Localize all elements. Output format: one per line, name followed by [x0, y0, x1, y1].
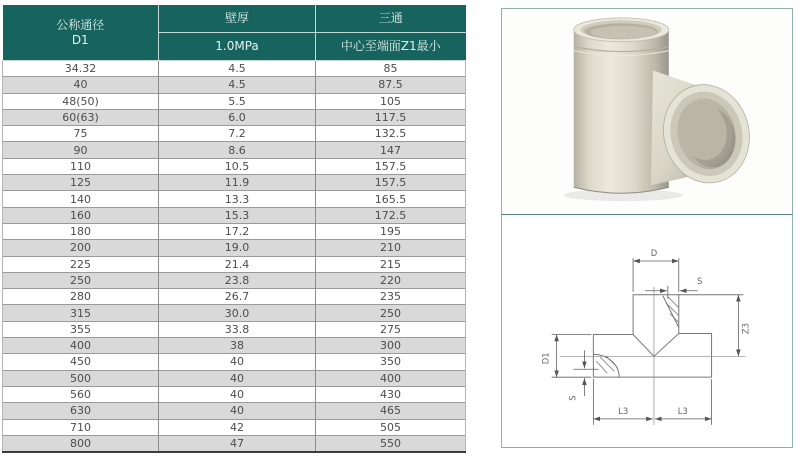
- cell-z1-min: 195: [316, 223, 466, 239]
- cell-d1: 250: [3, 272, 159, 288]
- cell-z1-min: 105: [316, 93, 466, 109]
- cell-z1-min: 465: [316, 403, 466, 419]
- cell-d1: 125: [3, 175, 159, 191]
- cell-wall-thickness: 47: [159, 435, 316, 451]
- header-center-to-end-z1: 中心至端面Z1最小: [316, 33, 466, 61]
- cell-z1-min: 505: [316, 419, 466, 435]
- table-row: [3, 305, 466, 321]
- cell-z1-min: 235: [316, 289, 466, 305]
- dimension-diagram-panel: [501, 215, 793, 448]
- cell-wall-thickness: 4.5: [159, 61, 316, 77]
- table-row: [3, 191, 466, 207]
- cell-d1: 400: [3, 338, 159, 354]
- cell-wall-thickness: 40: [159, 386, 316, 402]
- cell-d1: 450: [3, 354, 159, 370]
- table-row: [3, 386, 466, 402]
- cell-z1-min: 210: [316, 240, 466, 256]
- dim-label-s-left: S: [567, 395, 578, 401]
- cell-z1-min: 350: [316, 354, 466, 370]
- cell-wall-thickness: 8.6: [159, 142, 316, 158]
- cell-d1: 355: [3, 321, 159, 337]
- cell-wall-thickness: 42: [159, 419, 316, 435]
- cell-z1-min: 430: [316, 386, 466, 402]
- header-nominal-diameter-title: 公称通径: [56, 17, 105, 32]
- cell-d1: 225: [3, 256, 159, 272]
- table-row: [3, 223, 466, 239]
- cell-z1-min: 117.5: [316, 109, 466, 125]
- tee-dimension-drawing: [502, 215, 792, 447]
- cell-z1-min: 132.5: [316, 126, 466, 142]
- cell-z1-min: 250: [316, 305, 466, 321]
- header-wall-thickness: 壁厚: [159, 5, 316, 33]
- tee-fitting-photo: [502, 9, 792, 214]
- header-pressure-rating: 1.0MPa: [159, 33, 316, 61]
- product-photo-panel: [501, 8, 793, 215]
- cell-z1-min: 220: [316, 272, 466, 288]
- table-row: [3, 77, 466, 93]
- cell-d1: 75: [3, 126, 159, 142]
- cell-d1: 710: [3, 419, 159, 435]
- table-row: [3, 338, 466, 354]
- cell-d1: 500: [3, 370, 159, 386]
- cell-d1: 40: [3, 77, 159, 93]
- cell-wall-thickness: 15.3: [159, 207, 316, 223]
- cell-wall-thickness: 11.9: [159, 175, 316, 191]
- dim-label-s-top: S: [696, 275, 703, 286]
- cell-wall-thickness: 13.3: [159, 191, 316, 207]
- cell-wall-thickness: 17.2: [159, 223, 316, 239]
- cell-d1: 630: [3, 403, 159, 419]
- cell-wall-thickness: 23.8: [159, 272, 316, 288]
- cell-d1: 160: [3, 207, 159, 223]
- spec-table: [2, 4, 466, 453]
- cell-wall-thickness: 26.7: [159, 289, 316, 305]
- dim-label-d: D: [650, 248, 658, 259]
- cell-wall-thickness: 4.5: [159, 77, 316, 93]
- cell-wall-thickness: 21.4: [159, 256, 316, 272]
- dim-label-l3-right: L3: [677, 405, 688, 416]
- cell-z1-min: 87.5: [316, 77, 466, 93]
- cell-wall-thickness: 19.0: [159, 240, 316, 256]
- cell-z1-min: 275: [316, 321, 466, 337]
- dim-label-d1: D1: [540, 352, 551, 365]
- cell-wall-thickness: 6.0: [159, 109, 316, 125]
- cell-wall-thickness: 33.8: [159, 321, 316, 337]
- table-row: [3, 142, 466, 158]
- table-row: [3, 61, 466, 77]
- cell-d1: 315: [3, 305, 159, 321]
- cell-wall-thickness: 40: [159, 354, 316, 370]
- cell-z1-min: 400: [316, 370, 466, 386]
- cell-z1-min: 172.5: [316, 207, 466, 223]
- cell-wall-thickness: 5.5: [159, 93, 316, 109]
- cell-wall-thickness: 10.5: [159, 158, 316, 174]
- table-row: [3, 240, 466, 256]
- cell-wall-thickness: 40: [159, 403, 316, 419]
- cell-d1: 280: [3, 289, 159, 305]
- cell-wall-thickness: 40: [159, 370, 316, 386]
- cell-d1: 140: [3, 191, 159, 207]
- table-row: [3, 321, 466, 337]
- cell-d1: 110: [3, 158, 159, 174]
- header-nominal-diameter-sub: D1: [71, 32, 89, 47]
- cell-z1-min: 215: [316, 256, 466, 272]
- cell-d1: 180: [3, 223, 159, 239]
- cell-wall-thickness: 30.0: [159, 305, 316, 321]
- dim-label-z3: Z3: [740, 322, 751, 335]
- dim-label-l3-left: L3: [618, 405, 629, 416]
- cell-z1-min: 157.5: [316, 158, 466, 174]
- table-row: [3, 207, 466, 223]
- table-row: [3, 272, 466, 288]
- cell-z1-min: 85: [316, 61, 466, 77]
- cell-d1: 60(63): [3, 109, 159, 125]
- table-row: [3, 403, 466, 419]
- table-body: [3, 61, 466, 452]
- cell-wall-thickness: 7.2: [159, 126, 316, 142]
- cell-wall-thickness: 38: [159, 338, 316, 354]
- cell-d1: 90: [3, 142, 159, 158]
- cell-d1: 48(50): [3, 93, 159, 109]
- cell-z1-min: 157.5: [316, 175, 466, 191]
- table-row: [3, 175, 466, 191]
- cell-d1: 34.32: [3, 61, 159, 77]
- table-row: [3, 354, 466, 370]
- table-row: [3, 126, 466, 142]
- table-row: [3, 370, 466, 386]
- cell-z1-min: 550: [316, 435, 466, 451]
- cell-d1: 200: [3, 240, 159, 256]
- cell-z1-min: 165.5: [316, 191, 466, 207]
- cell-z1-min: 300: [316, 338, 466, 354]
- cell-d1: 560: [3, 386, 159, 402]
- header-tee: 三通: [316, 5, 466, 33]
- table-header: [3, 5, 466, 61]
- table-row: [3, 109, 466, 125]
- header-nominal-diameter: [3, 5, 159, 61]
- cell-z1-min: 147: [316, 142, 466, 158]
- table-row: [3, 419, 466, 435]
- table-row: [3, 289, 466, 305]
- table-row: [3, 435, 466, 451]
- table-row: [3, 158, 466, 174]
- table-row: [3, 256, 466, 272]
- right-column: [501, 8, 793, 448]
- table-row: [3, 93, 466, 109]
- cell-d1: 800: [3, 435, 159, 451]
